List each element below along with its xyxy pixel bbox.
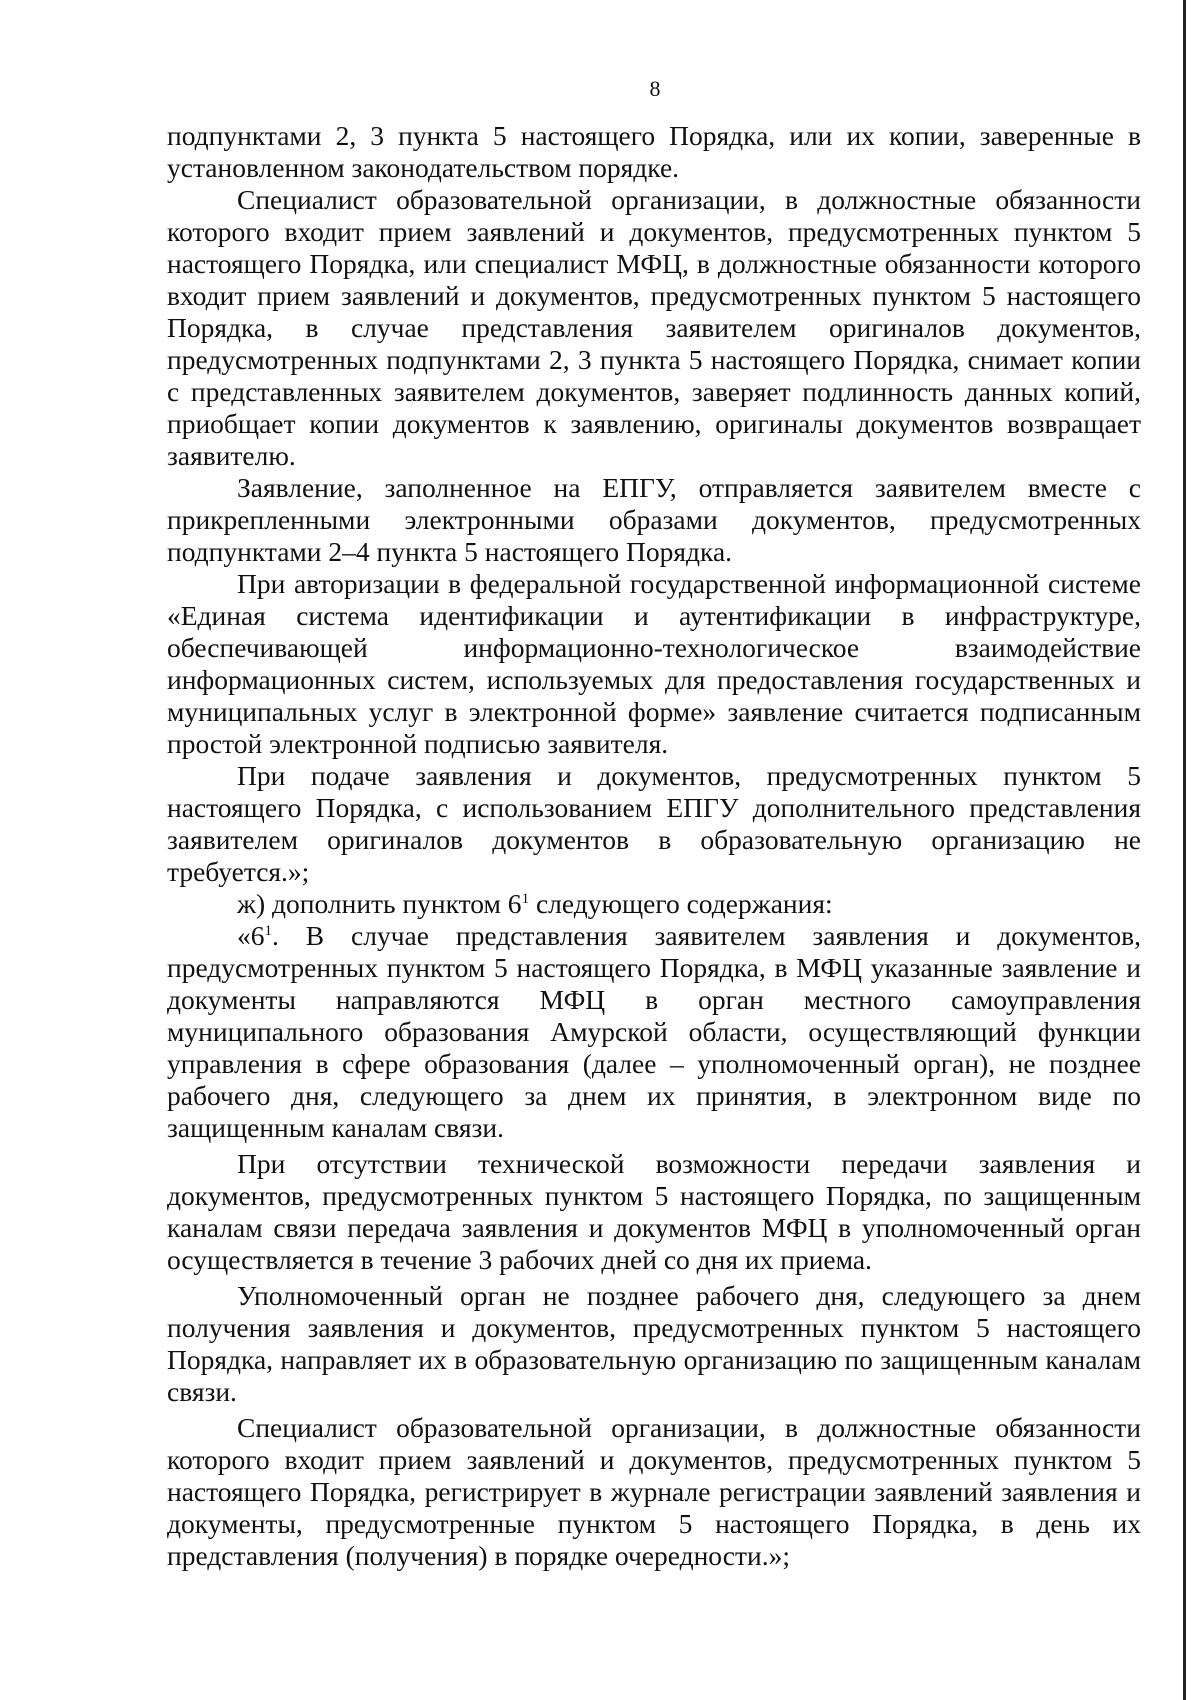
paragraph-continuation: подпунктами 2, 3 пункта 5 настоящего Порядка, или их копии, заверенные в установленном законодательством порядке. [167, 120, 1141, 183]
paragraph-authorized-body: Уполномоченный орган не позднее рабочего дня, следующего за днем получения заявления и документов, предусмотренных пунктом 5 настоящего Порядка, направляет их в образовательную организацию по защищенным каналам связи. [167, 1280, 1141, 1407]
paragraph-epgu-submission: Заявление, заполненное на ЕПГУ, отправляется заявителем вместе с прикрепленными электронными образами документов, предусмотренных подпунктами 2–4 пункта 5 настоящего Порядка. [167, 472, 1141, 567]
amendment-suffix: следующего содержания: [529, 888, 833, 919]
new-point-open: «6 [237, 920, 265, 951]
paragraph-registration: Специалист образовательной организации, в должностные обязанности которого входит прием заявлений и документов, предусмотренных пунктом 5 настоящего Порядка, регистрирует в журнале регистрации заявлений заявления и документы, предусмотренные пунктом 5 настоящего Порядка, в день их представления (получения) в порядке очередности.»; [167, 1412, 1141, 1571]
paragraph-specialist-copies: Специалист образовательной организации, в должностные обязанности которого входит прием заявлений и документов, предусмотренных пунктом 5 настоящего Порядка, или специалист МФЦ, в должностные обязанности которого входит прием заявлений и документов, предусмотренных пунктом 5 настоящего Порядка, в случае представления заявителем оригиналов документов, предусмотренных подпунктами 2, 3 пункта 5 настоящего Порядка, снимает копии с представленных заявителем документов, заверяет подлинность данных копий, приобщает копии документов к заявлению, оригиналы документов возвращает заявителю. [167, 184, 1141, 471]
amendment-prefix: ж) дополнить пунктом 6 [237, 888, 522, 919]
new-point-paragraph [167, 920, 1141, 1144]
new-point-text: . В случае представления заявителем заявления и документов, предусмотренных пунктом 5 настоящего Порядка, в МФЦ указанные заявление и документы направляются МФЦ в орган местного самоуправления муниципального образования Амурской области, осуществляющий функции управления в сфере образования (далее – уполномоченный орган), не позднее рабочего дня, следующего за днем их принятия, в электронном виде по защищенным каналам связи. [167, 920, 1141, 1143]
paragraph-authorization: При авторизации в федеральной государственной информационной системе «Единая система идентификации и аутентификации в инфраструктуре, обеспечивающей информационно-технологическое взаимодействие информационных систем, используемых для предоставления государственных и муниципальных услуг в электронной форме» заявление считается подписанным простой электронной подписью заявителя. [167, 568, 1141, 759]
new-point-superscript: 1 [264, 922, 272, 939]
page-number: 8 [649, 76, 661, 101]
paragraph-no-originals: При подаче заявления и документов, предусмотренных пунктом 5 настоящего Порядка, с использованием ЕПГУ дополнительного представления заявителем оригиналов документов в образовательную организацию не требуется.»; [167, 760, 1141, 887]
page-edge-line [1183, 0, 1186, 1700]
paragraph-no-technical-possibility: При отсутствии технической возможности передачи заявления и документов, предусмотренных пунктом 5 настоящего Порядка, по защищенным каналам связи передача заявления и документов МФЦ в уполномоченный орган осуществляется в течение 3 рабочих дней со дня их приема. [167, 1148, 1141, 1275]
document-body [167, 120, 1141, 1572]
amendment-line [167, 888, 1141, 920]
amendment-superscript: 1 [521, 890, 530, 907]
